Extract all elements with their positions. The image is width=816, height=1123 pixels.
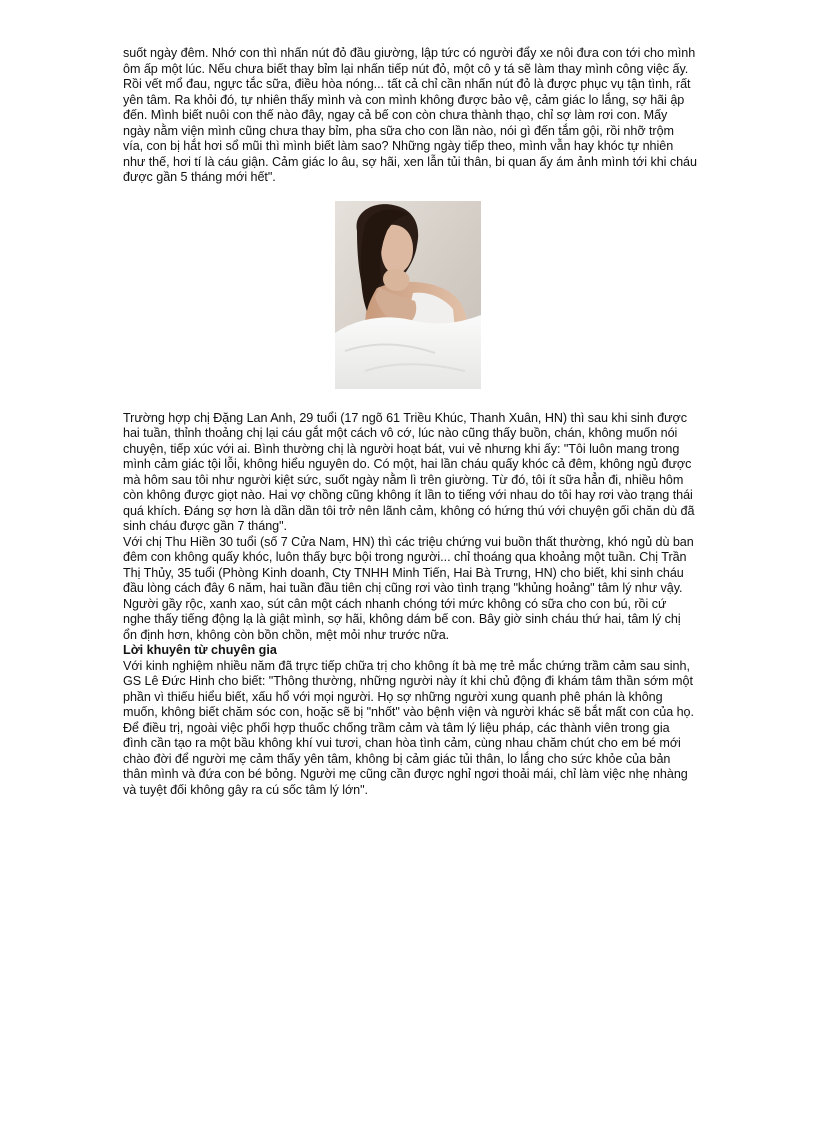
photo-sad-woman	[335, 201, 481, 389]
paragraph-case-lan-anh: Trường hợp chị Đặng Lan Anh, 29 tuổi (17 ngõ 61 Triều Khúc, Thanh Xuân, HN) thì sau khi sinh được hai tuần, thỉnh thoảng chị lại cáu gắt một cách vô cớ, lúc nào cũng thấy buồn, chán, không muốn nói chuyện, tiếp xúc với ai. Bình thường chị là người hoạt bát, vui vẻ nhưng khi ấy: "Tôi luôn mang trong mình cảm giác tội lỗi, không hiểu nguyên do. Có một, hai lần cháu quấy khóc cả đêm, không ngủ được mà hôm sau tôi như người kiệt sức, suốt ngày nằm lì trên giường. Từ đó, tôi ít sữa hẳn đi, nhiều hôm còn không được giọt nào. Hai vợ chồng cũng không ít lần to tiếng với nhau do tôi hay rơi vào trạng thái quá khích. Đáng sợ hơn là dần dần tôi trở nên lãnh cảm, không có hứng thú với chuyện gối chăn dù đã sinh cháu được gần 7 tháng".	[123, 410, 695, 533]
paragraph-expert-advice: Với kinh nghiệm nhiều năm đã trực tiếp chữa trị cho không ít bà mẹ trẻ mắc chứng trầm cảm sau sinh, GS Lê Đức Hinh cho biết: "Thông thường, những người này ít khi chủ động đi khám tâm thần sớm một phần vì thiếu hiểu biết, xấu hổ với mọi người. Họ sợ những người xung quanh phê phán là không muốn, không biết chăm sóc con, hoặc sẽ bị "nhốt" vào bệnh viện và người khác sẽ bắt mất con của họ. Để điều trị, ngoài việc phối hợp thuốc chống trầm cảm và tâm lý liệu pháp, các thành viên trong gia đình cần tạo ra một bầu không khí vui tươi, chan hòa tình cảm, cùng nhau chăm chút cho em bé mới chào đời để người mẹ cảm thấy yên tâm, không bị cảm giác tủi thân, lo lắng cho sức khỏe của bản thân mình và đứa con bé bỏng. Người mẹ cũng cần được nghỉ ngơi thoải mái, chỉ làm việc nhẹ nhàng và tuyệt đối không gây ra cú sốc tâm lý lớn".	[123, 658, 694, 797]
article-body-after-photo	[123, 411, 697, 799]
document-page	[123, 46, 697, 798]
sad-woman-photo-icon	[335, 201, 481, 389]
paragraph-intro-quote: suốt ngày đêm. Nhớ con thì nhấn nút đỏ đầu giường, lập tức có người đẩy xe nôi đưa con tới cho mình ôm ấp một lúc. Nếu chưa biết thay bỉm lại nhấn tiếp nút đỏ, một cô y tá sẽ làm thay mình công việc ấy. Rồi vết mổ đau, ngực tắc sữa, điều hòa nóng... tất cả chỉ cần nhấn nút đỏ là được phục vụ tận tình, rất yên tâm. Ra khỏi đó, tự nhiên thấy mình và con mình không được bảo vệ, cảm giác lo lắng, sợ hãi ập đến. Mình biết nuôi con thế nào đây, ngay cả bế con còn chưa thành thạo, chỉ sợ làm rơi con. Mấy ngày nằm viện mình cũng chưa thay bỉm, pha sữa cho con lần nào, nói gì đến tắm gội, rồi nhỡ trộm vía, con bị hắt hơi sổ mũi thì mình biết làm sao? Những ngày tiếp theo, mình vẫn hay khóc tự nhiên như thế, hơi tí là cáu giận. Cảm giác lo âu, sợ hãi, xen lẫn tủi thân, bi quan ấy ám ảnh mình tới khi cháu được gần 5 tháng mới hết".	[123, 46, 697, 184]
section-heading-expert-advice: Lời khuyên từ chuyên gia	[123, 643, 277, 657]
paragraph-case-thu-hien: Với chị Thu Hiền 30 tuổi (số 7 Cửa Nam, HN) thì các triệu chứng vui buồn thất thường, khó ngủ dù ban đêm con không quấy khóc, luôn thấy bực bội trong người... chỉ thoáng qua khoảng một tuần. Chị Trần Thị Thủy, 35 tuổi (Phòng Kinh doanh, Cty TNHH Minh Tiến, Hai Bà Trưng, HN) cho biết, khi sinh cháu đầu lòng cách đây 6 năm, hai tuần đầu tiên chị cũng rơi vào tình trạng "khủng hoảng" tâm lý như vậy. Người gầy rộc, xanh xao, sút cân một cách nhanh chóng tới mức không có sữa cho con bú, rồi cứ nghe thấy tiếng động lạ là giật mình, sợ hãi, không dám bế con. Bây giờ sinh cháu thứ hai, tâm lý chị ổn định hơn, không còn bồn chồn, mệt mỏi như trước nữa.	[123, 534, 694, 642]
